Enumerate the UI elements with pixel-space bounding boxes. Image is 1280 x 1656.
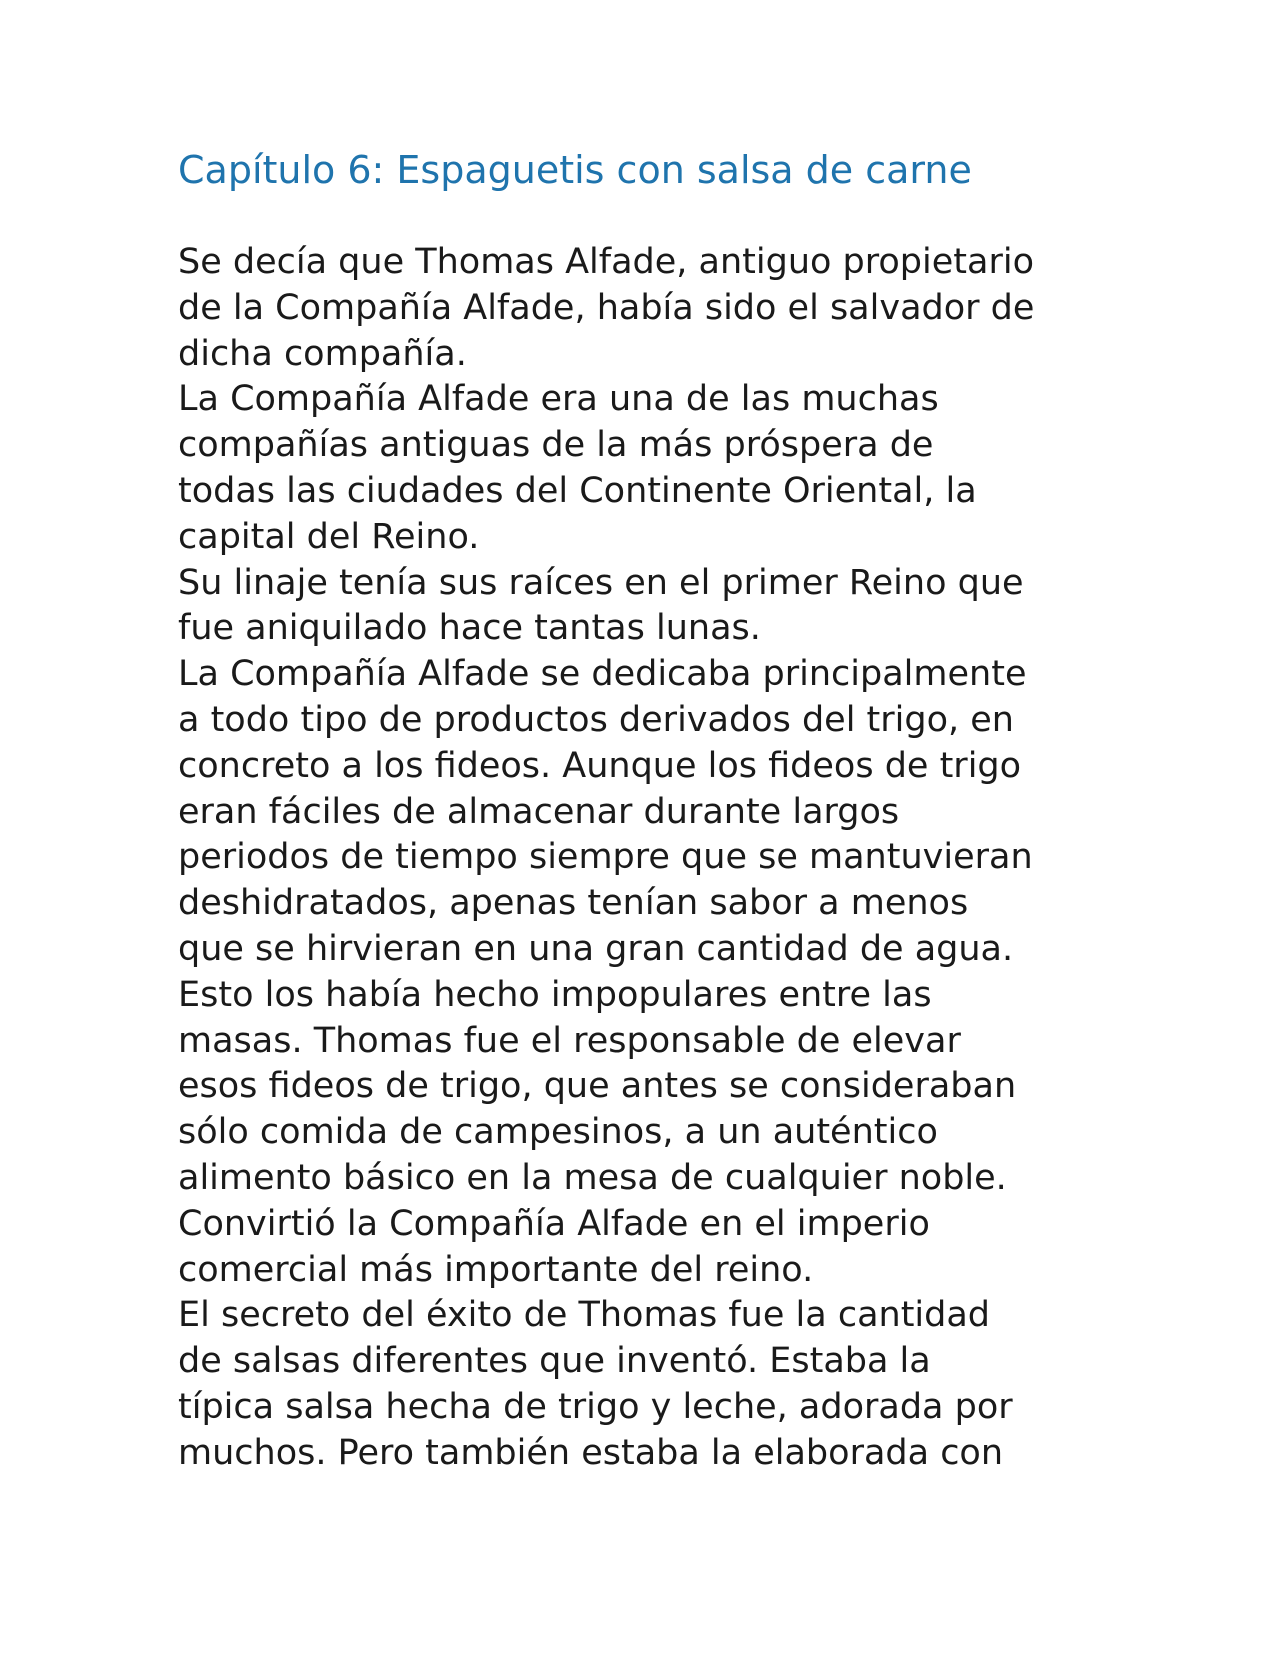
text-line: Se decía que Thomas Alfade, antiguo propietario xyxy=(178,242,1034,282)
text-line: sólo comida de campesinos, a un auténtico xyxy=(178,1112,938,1153)
text-line: eran fáciles de almacenar durante largos xyxy=(178,791,900,832)
text-line: Su linaje tenía sus raíces en el primer Reino que xyxy=(178,562,1024,603)
text-line: capital del Reino. xyxy=(178,516,480,557)
text-line: deshidratados, apenas tenían sabor a menos xyxy=(178,883,969,924)
text-line: compañías antiguas de la más próspera de xyxy=(178,425,934,466)
text-line: muchos. Pero también estaba la elaborada con xyxy=(178,1432,1004,1473)
text-line: fue aniquilado hace tantas lunas. xyxy=(178,608,761,649)
chapter-title: Capítulo 6: Espaguetis con salsa de carne xyxy=(178,148,972,192)
text-line: comercial más importante del reino. xyxy=(178,1249,814,1290)
text-line: La Compañía Alfade era una de las muchas xyxy=(178,379,939,420)
text-line: periodos de tiempo siempre que se mantuvieran xyxy=(178,837,1033,878)
text-line: masas. Thomas fue el responsable de elevar xyxy=(178,1020,961,1061)
text-line: concreto a los fideos. Aunque los fideos de trigo xyxy=(178,745,1022,786)
text-line: alimento básico en la mesa de cualquier noble. xyxy=(178,1157,1007,1198)
text-line: que se hirvieran en una gran cantidad de agua. xyxy=(178,928,1014,969)
text-line: dicha compañía. xyxy=(178,333,467,374)
text-line: de la Compañía Alfade, había sido el salvador de xyxy=(178,287,1035,328)
text-line: a todo tipo de productos derivados del trigo, en xyxy=(178,699,1014,740)
text-line: El secreto del éxito de Thomas fue la cantidad xyxy=(178,1295,991,1336)
text-line: Convirtió la Compañía Alfade en el imperio xyxy=(178,1203,930,1244)
text-line: todas las ciudades del Continente Oriental, la xyxy=(178,470,977,511)
text-line: La Compañía Alfade se dedicaba principalmente xyxy=(178,654,1027,695)
text-line: típica salsa hecha de trigo y leche, adorada por xyxy=(178,1386,1013,1427)
text-line: Esto los había hecho impopulares entre las xyxy=(178,974,932,1015)
text-line: de salsas diferentes que inventó. Estaba la xyxy=(178,1341,931,1382)
chapter-body xyxy=(178,240,1118,1477)
text-line: esos fideos de trigo, que antes se consideraban xyxy=(178,1066,1017,1107)
